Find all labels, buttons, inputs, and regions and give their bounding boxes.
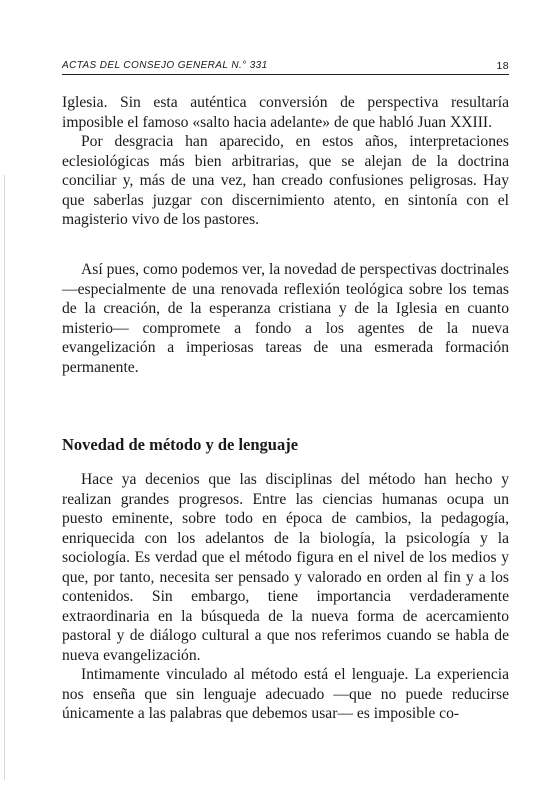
- text-block-intro: [62, 93, 509, 230]
- running-title: ACTAS DEL CONSEJO GENERAL N.° 331: [62, 60, 268, 71]
- page-number: 18: [496, 60, 509, 72]
- text-block-summary: [62, 260, 509, 377]
- paragraph-5: Intimamente vinculado al método está el lenguaje. La experiencia nos enseña que sin lenguaje adecuado —que no puede reducirse únicamente a las palabras que debemos usar— es imposible co-: [62, 666, 509, 722]
- margin-line: [4, 175, 5, 780]
- running-header: [62, 60, 509, 75]
- paragraph-4: Hace ya decenios que las disciplinas del método han hecho y realizan grandes progresos. Entre las ciencias humanas ocupa un puesto eminente, sobre todo en época de cambios, la pedagogía, enriquecida con los adelantos de la biología, la psicología y la sociología. Es verdad que el método figura en el nivel de los medios y que, por tanto, necesita ser pensado y valorado en orden al fin y a los contenidos. Sin embargo, tiene importancia verdaderamente extraordinaria en la búsqueda de la nueva forma de acercamiento pastoral y de diálogo cultural a que nos referimos cuando se habla de nueva evangelización.: [62, 471, 509, 664]
- section-heading: Novedad de método y de lenguaje: [62, 435, 299, 454]
- paragraph-1: Iglesia. Sin esta auténtica conversión de perspectiva resultaría imposible el famoso «salto hacia adelante» de que habló Juan XXIII.: [62, 94, 509, 131]
- paragraph-3: Así pues, como podemos ver, la novedad de perspectivas doctrinales —especialmente de una renovada reflexión teológica sobre los temas de la creación, de la esperanza cristiana y de la Iglesia en cuanto misterio— compromete a fondo a los agentes de la nueva evangelización a imperiosas tareas de una esmerada formación permanente.: [62, 261, 509, 376]
- text-block-section: [62, 470, 509, 724]
- paragraph-2: Por desgracia han aparecido, en estos años, interpretaciones eclesiológicas más bien arbitrarias, que se alejan de la doctrina conciliar y, más de una vez, han creado confusiones peligrosas. Hay que saberlas juzgar con discernimiento atento, en sintonía con el magisterio vivo de los pastores.: [62, 133, 509, 228]
